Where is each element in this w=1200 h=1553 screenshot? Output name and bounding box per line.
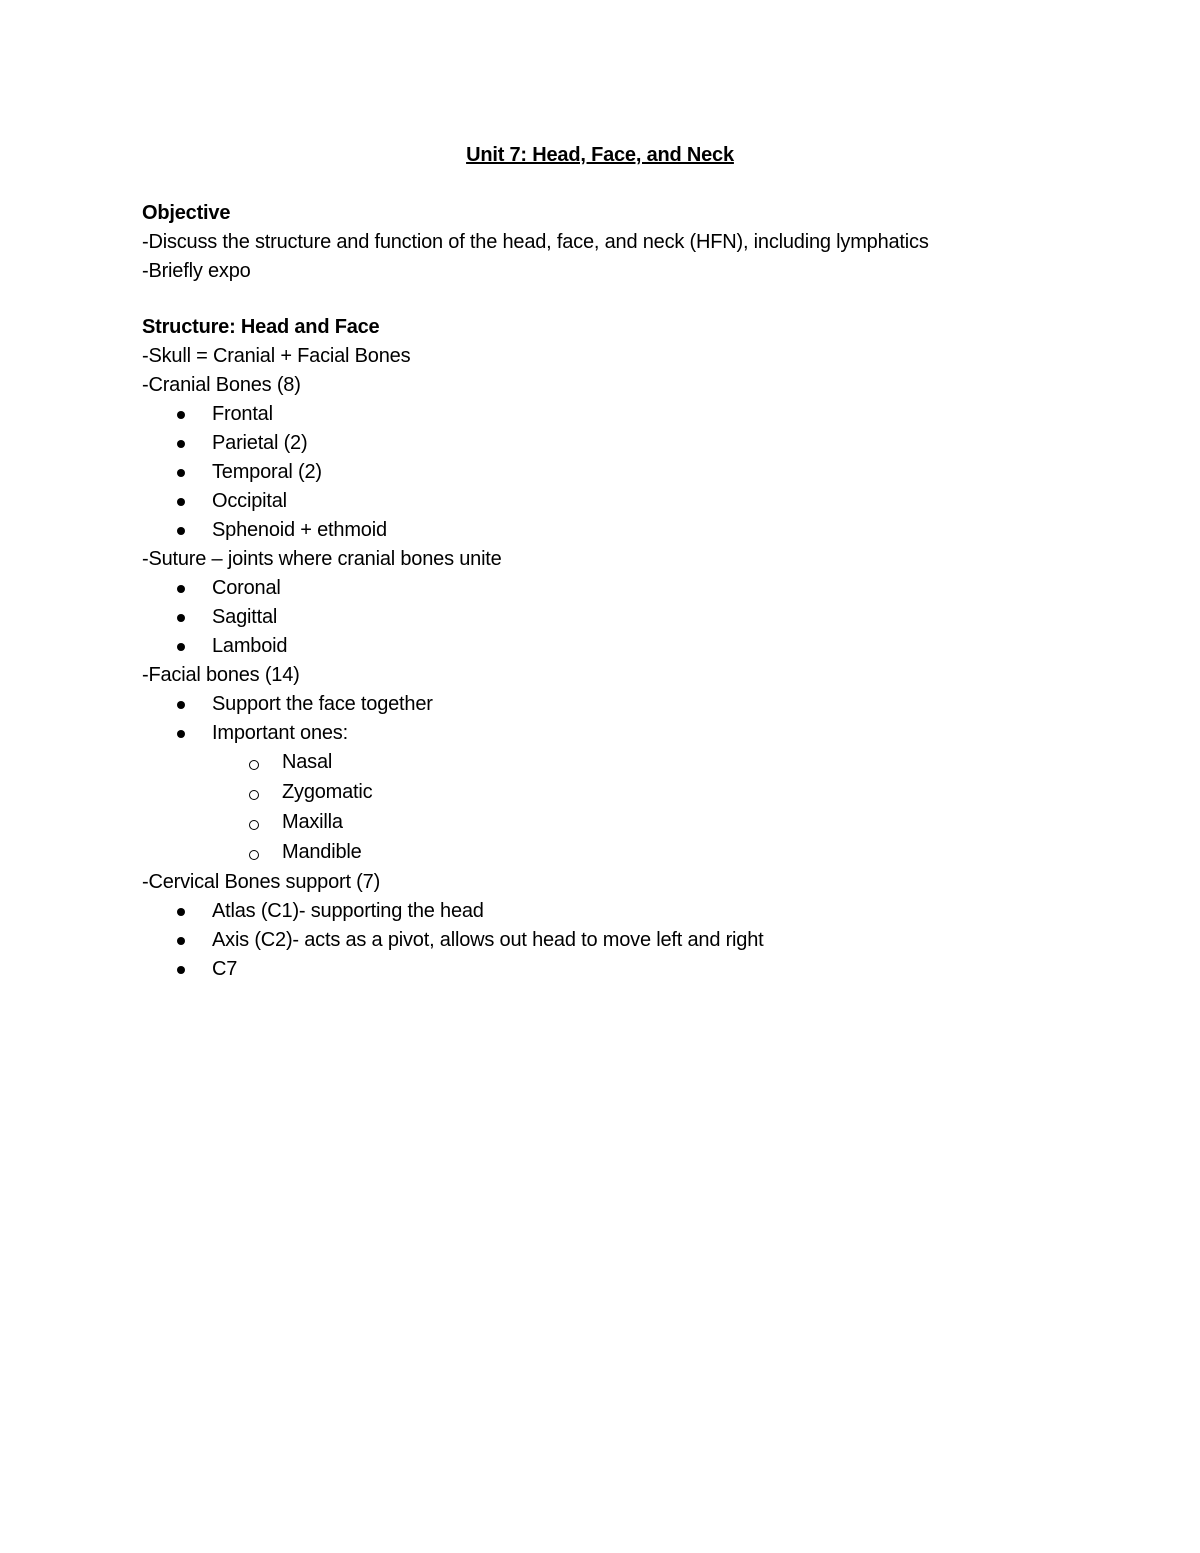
suture-list — [142, 574, 1082, 661]
document-title: Unit 7: Head, Face, and Neck — [466, 144, 734, 166]
list-item: Lamboid — [142, 632, 1082, 661]
list-item: Axis (C2)- acts as a pivot, allows out head to move left and right — [142, 926, 1082, 955]
objective-line: -Briefly expo — [142, 260, 251, 282]
objective-line: -Discuss the structure and function of the head, face, and neck (HFN), including lymphatics — [142, 231, 929, 253]
sub-list-item: Nasal — [142, 748, 1082, 778]
sub-list-item: Mandible — [142, 838, 1082, 868]
list-item: Sagittal — [142, 603, 1082, 632]
list-item: C7 — [142, 955, 1082, 984]
cranial-label: -Cranial Bones (8) — [142, 374, 301, 396]
sub-list-item: Zygomatic — [142, 778, 1082, 808]
structure-heading: Structure: Head and Face — [142, 316, 380, 338]
cranial-list — [142, 400, 1082, 545]
facial-label: -Facial bones (14) — [142, 664, 300, 686]
list-item: Temporal (2) — [142, 458, 1082, 487]
list-item: Support the face together — [142, 690, 1082, 719]
facial-list — [142, 690, 1082, 748]
list-item: Important ones: — [142, 719, 1082, 748]
list-item: Occipital — [142, 487, 1082, 516]
list-item: Frontal — [142, 400, 1082, 429]
list-item: Parietal (2) — [142, 429, 1082, 458]
spacer — [142, 286, 1082, 313]
list-item: Coronal — [142, 574, 1082, 603]
cervical-label: -Cervical Bones support (7) — [142, 871, 381, 893]
facial-sublist — [142, 748, 1082, 868]
sub-list-item: Maxilla — [142, 808, 1082, 838]
list-item: Atlas (C1)- supporting the head — [142, 897, 1082, 926]
cervical-list — [142, 897, 1082, 984]
document-content — [142, 141, 1082, 984]
skull-line: -Skull = Cranial + Facial Bones — [142, 345, 411, 367]
suture-label: -Suture – joints where cranial bones unite — [142, 548, 502, 570]
list-item: Sphenoid + ethmoid — [142, 516, 1082, 545]
objective-heading: Objective — [142, 202, 231, 224]
